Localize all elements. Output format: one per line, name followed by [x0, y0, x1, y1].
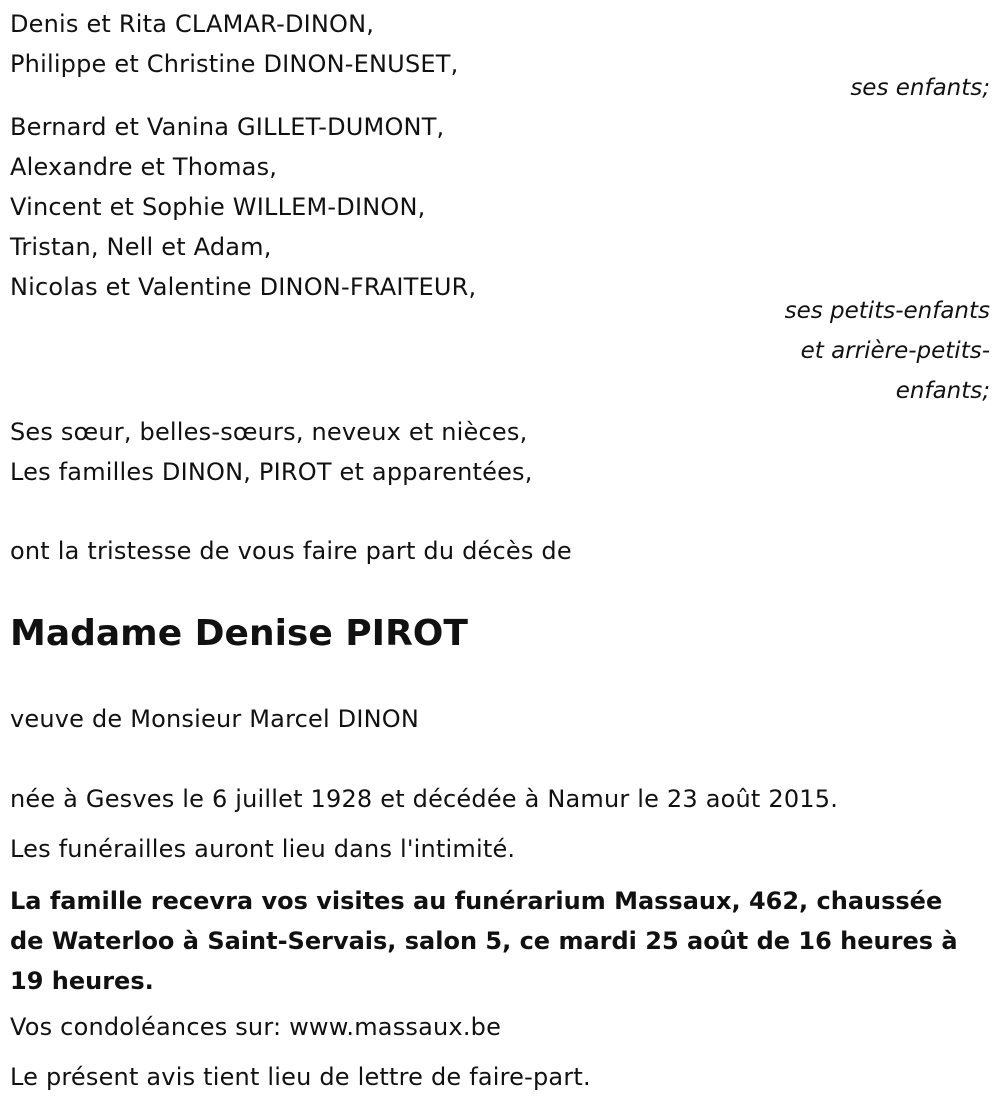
- visits-line-2: de Waterloo à Saint-Servais, salon 5, ce mardi 25 août de 16 heures à: [10, 927, 958, 955]
- children-role: ses enfants;: [850, 75, 990, 101]
- children-line-2: Philippe et Christine DINON-ENUSET,: [10, 50, 459, 78]
- relatives-line-2: Les familles DINON, PIROT et apparentées,: [10, 458, 533, 486]
- condolences-text: Vos condoléances sur: www.massaux.be: [10, 1013, 502, 1041]
- visits-line-1: La famille recevra vos visites au funérarium Massaux, 462, chaussée: [10, 887, 943, 915]
- grandchildren-line-4: Tristan, Nell et Adam,: [10, 233, 272, 261]
- widow-of-text: veuve de Monsieur Marcel DINON: [10, 705, 420, 733]
- visits-paragraph: [10, 881, 985, 1001]
- grandchildren-line-1: Bernard et Vanina GILLET-DUMONT,: [10, 113, 445, 141]
- children-line-1: Denis et Rita CLAMAR-DINON,: [10, 10, 375, 38]
- announcement-text: ont la tristesse de vous faire part du décès de: [10, 537, 572, 565]
- notice-text: Le présent avis tient lieu de lettre de faire-part.: [10, 1063, 591, 1091]
- grandchildren-line-3: Vincent et Sophie WILLEM-DINON,: [10, 193, 426, 221]
- grandchildren-role-line-1: ses petits-enfants: [784, 298, 990, 324]
- relatives-line-1: Ses sœur, belles-sœurs, neveux et nièces,: [10, 418, 528, 446]
- grandchildren-role-line-3: enfants;: [895, 378, 990, 404]
- deceased-name: Madame Denise PIROT: [10, 613, 468, 654]
- grandchildren-line-2: Alexandre et Thomas,: [10, 153, 278, 181]
- birth-death-text: née à Gesves le 6 juillet 1928 et décédée à Namur le 23 août 2015.: [10, 785, 839, 813]
- grandchildren-role-line-2: et arrière-petits-: [800, 338, 990, 364]
- grandchildren-line-5: Nicolas et Valentine DINON-FRAITEUR,: [10, 273, 477, 301]
- visits-line-3: 19 heures.: [10, 967, 154, 995]
- funeral-text: Les funérailles auront lieu dans l'intimité.: [10, 835, 516, 863]
